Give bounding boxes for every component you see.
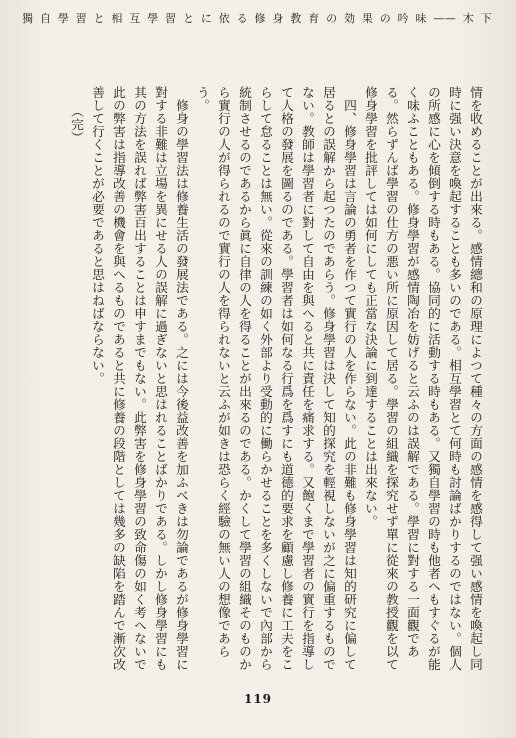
running-title: 獨自學習と相互學習とに依る修身教育の効果の吟味——木下 — [22, 12, 492, 25]
paragraph-2: 四、修身學習は言論の勇者を作つて實行の人を作らない。此の非難も修身學習は知的研究に偏して居るとの誤解から起つたのであらう。修身學習は決して知的探究を輕視しないが之に偏重するものでない。教師は學習者に對して自由を與へると共に責任を痛求する。又飽くまで學習者の實行を指導して人格の發展を圖るのである。學習者は如何なる行爲を爲すにも道德的要求を顧慮し修養に工夫をこらして怠ることは無い。從來の訓練の如く外部より受動的に働らかせることを多くしないで內部から統制させるのであるから眞に自律の人を得ることが出來るのである。かくして學習の組織そのものから實行の人が得られるので實行の人を得られないと云ふが如きは恐らく經驗の無い人の想像であらう。 — [195, 86, 357, 671]
paragraph-1: 情を收めることが出來る。感情總和の原理によつて種々の方面の感情を感得して强い感情を喚起し同時に强い決意を喚起することも多いのである。相互學習とて何時も討論ばかりするのではない。個人の所感に心を傾倒する時もある。協同的に活動する時もある。又獨自學習の時も他者へもすぐるが能く味ふこともある。修身學習が感情陶冶を妨げると云ふのは誤解である。學習に對する一面觀である。然らずんば學習の仕方の悪い所に原因して居る。學習の組織を探究せず單に從來の教授觀を以て修身學習を批評しては如何にしても正當な決論に到達することは出來ない。 — [363, 86, 483, 671]
page-number: 119 — [243, 692, 273, 706]
paragraph-3: 修身の學習法は修養生活の發展法である。之には今後益改善を加ふべきは勿論であるが修身學習に對する非難は立場を異にせる人の誤解に過ぎないと思はれることばかりである。しかし修身學習にも其の方法を誤れば弊害百出することは申すまでもない。此弊害を修身學習の致命傷の如く考へないで此の弊害は指導改善の機會を與へるものであると共に修養の段階としては幾多の缺陷を踏んで漸次改善して行くことが必要であると思はねばならない。 — [90, 86, 189, 671]
body-text — [36, 86, 486, 671]
end-mark: （完） — [69, 105, 84, 145]
